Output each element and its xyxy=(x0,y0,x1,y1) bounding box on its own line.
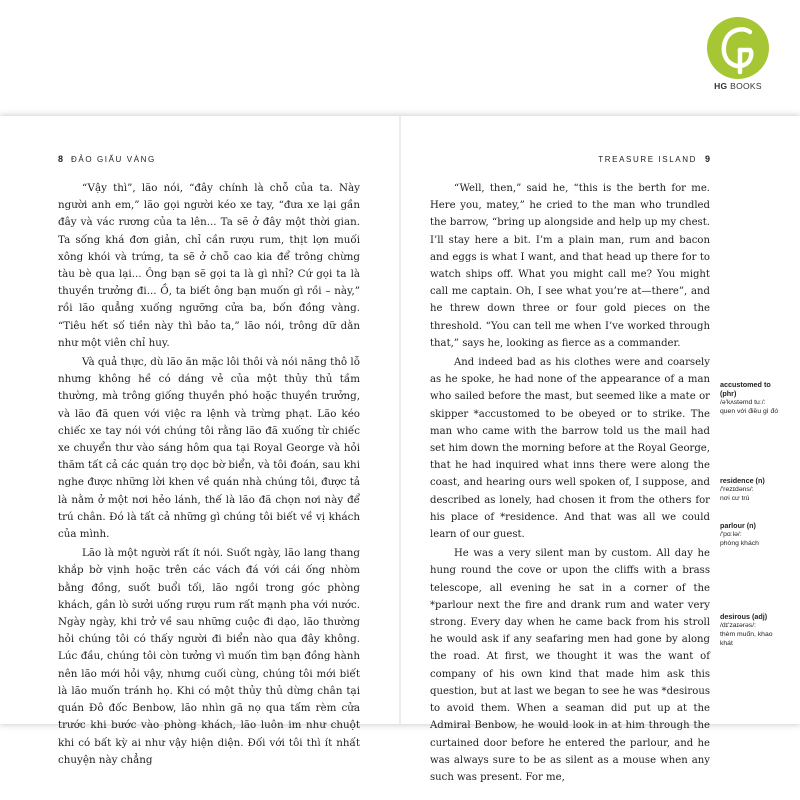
glossary-ipa: /'pɑːlə/: xyxy=(720,531,742,538)
paragraph: “Well, then,” said he, “this is the berth for me. Here you, matey,” he cried to the man who trundled the barrow, “bring up alongside and help up my chest. I’ll stay here a bit. I’m a plain man, rum and bacon and eggs is what I want, and that head up there for to watch ships off. What you might call me? You might call me captain. Oh, I see what you’re at—there”, and he threw down three or four gold pieces on the threshold. “You can tell me when I’ve worked through that,” says he, looking as fierce as a commander. xyxy=(430,183,710,349)
brand-name: HG BOOKS xyxy=(714,81,762,91)
left-running-head: ĐẢO GIẤU VÀNG xyxy=(71,155,156,164)
paragraph: And indeed bad as his clothes were and coarsely as he spoke, he had none of the appearance of a man who sailed before the mast, but seemed like a mate or skipper *accustomed to be obeyed or to strike. The man who came with the barrow told us the mail had set him down the morning before at the Royal George, that he had inquired what inns there were along the coast, and hearing ours well spoken of, I suppose, and described as lonely, had chosen it from the others for his place of *residence. And that was all we could learn of our guest. xyxy=(430,357,710,541)
left-page-text xyxy=(58,180,360,771)
book-spine xyxy=(399,116,401,724)
right-page-number: 9 xyxy=(704,154,710,164)
glossary-ipa: /'rezɪdəns/: xyxy=(720,486,754,493)
paragraph: He was a very silent man by custom. All day he hung round the cove or upon the cliffs with a brass telescope, all evening he sat in a corner of the *parlour next the fire and drank rum and water very strong. Every day when he came back from his stroll he would ask if any seafaring men had gone by along the road. At first, we thought it was the want of company of his own kind that made him ask this question, but at last we began to see he was *desirous to avoid them. When a seaman did put up at the Admiral Benbow, he would look in at him through the curtained door before he entered the parlour, and he was always sure to be as silent as a mouse when any such was present. For me, xyxy=(430,548,710,783)
paragraph: “Vậy thì”, lão nói, “đây chính là chỗ của ta. Này người anh em,” lão gọi người kéo xe tay, “đưa xe lại gần đây và vác rương của ta lên... Ta sẽ ở đây một thời gian. Ta sống khá đơn giản, chỉ cần rượu rum, thịt lợn muối xông khói và trứng, ta sẽ ở chỗ cao kia để trông chừng tàu bè qua lại... Ông bạn sẽ gọi ta là gì nhỉ? Cứ gọi ta là thuyền trưởng đi... Ồ, ta biết ông bạn muốn gì rồi – này,” rồi lão quẳng xuống ngưỡng cửa ba, bốn đồng vàng. “Tiêu hết số tiền này thì bảo ta,” lão nói, trông dữ dằn như một viên chỉ huy. xyxy=(58,182,360,349)
right-page-header xyxy=(598,154,710,164)
hg-books-logo-icon xyxy=(706,16,770,80)
glossary-term: desirous (adj) xyxy=(720,612,768,621)
glossary-meaning: nơi cư trú xyxy=(720,495,750,502)
left-page-header xyxy=(58,154,156,164)
glossary-ipa: /dɪ'zaɪərəs/: xyxy=(720,622,756,629)
glossary-term: parlour (n) xyxy=(720,521,756,530)
glossary-entry xyxy=(720,476,784,503)
glossary-term: accustomed to (phr) xyxy=(720,380,771,398)
glossary-meaning: quen với điều gì đó xyxy=(720,408,779,415)
book-spread xyxy=(0,116,800,783)
glossary-meaning: thèm muốn, khao khát xyxy=(720,631,773,647)
glossary-meaning: phòng khách xyxy=(720,540,759,547)
glossary-term: residence (n) xyxy=(720,476,765,485)
glossary-ipa: /ə'kʌstəmd tuː/: xyxy=(720,399,766,406)
paragraph: Lão là một người rất ít nói. Suốt ngày, lão lang thang khắp bờ vịnh hoặc trên các vách đá với cái ống nhòm bằng đồng, suốt buổi tối, lão ngồi trong góc phòng khách, gần lò sưởi uống rượu rum rất mạnh pha với nước. Ngày ngày, khi trở về sau những cuộc đi dạo, lão thường hỏi chúng tôi có thấy người đi biển nào qua đây không. Lúc đầu, chúng tôi còn tưởng vì muốn tìm bạn đồng hành nên lão mới hỏi vậy, nhưng cuối cùng, chúng tôi mới biết là lão muốn tránh họ. Khi có một thủy thủ dừng chân tại quán Đô đốc Benbow, lão nhìn gã nọ qua tấm rèm cửa trước khi bước vào phòng khách, lão luôn im như chuột khi có bất kỳ ai như vậy hiện diện. Đối với tôi thì ít nhất chuyện này chẳng xyxy=(58,547,360,766)
right-page-text xyxy=(430,180,710,788)
paragraph: Và quả thực, dù lão ăn mặc lôi thôi và nói năng thô lỗ nhưng không hề có dáng vẻ của một thủy thủ tầm thường, mà trông giống thuyền phó hoặc thuyền trưởng, và lão đã quen với việc ra lệnh và trừng phạt. Lão kéo chiếc xe tay nói với chúng tôi rằng lão đã xuống từ chiếc xe chuyển thư vào sáng hôm qua tại Royal George và hỏi thăm tất cả các quán trọ dọc bờ biển, và tôi đoán, sau khi nghe được những lời khen về quán nhà chúng tôi, được tả là nằm ở một nơi hẻo lánh, thế là lão đã chọn nơi này để trú chân. Đó là tất cả những gì chúng tôi biết về vị khách của mình. xyxy=(58,356,360,541)
glossary-entry xyxy=(720,612,784,648)
glossary-entry xyxy=(720,521,784,548)
right-running-head: TREASURE ISLAND xyxy=(598,155,697,164)
glossary-entry xyxy=(720,380,784,416)
left-page-number: 8 xyxy=(58,154,64,164)
